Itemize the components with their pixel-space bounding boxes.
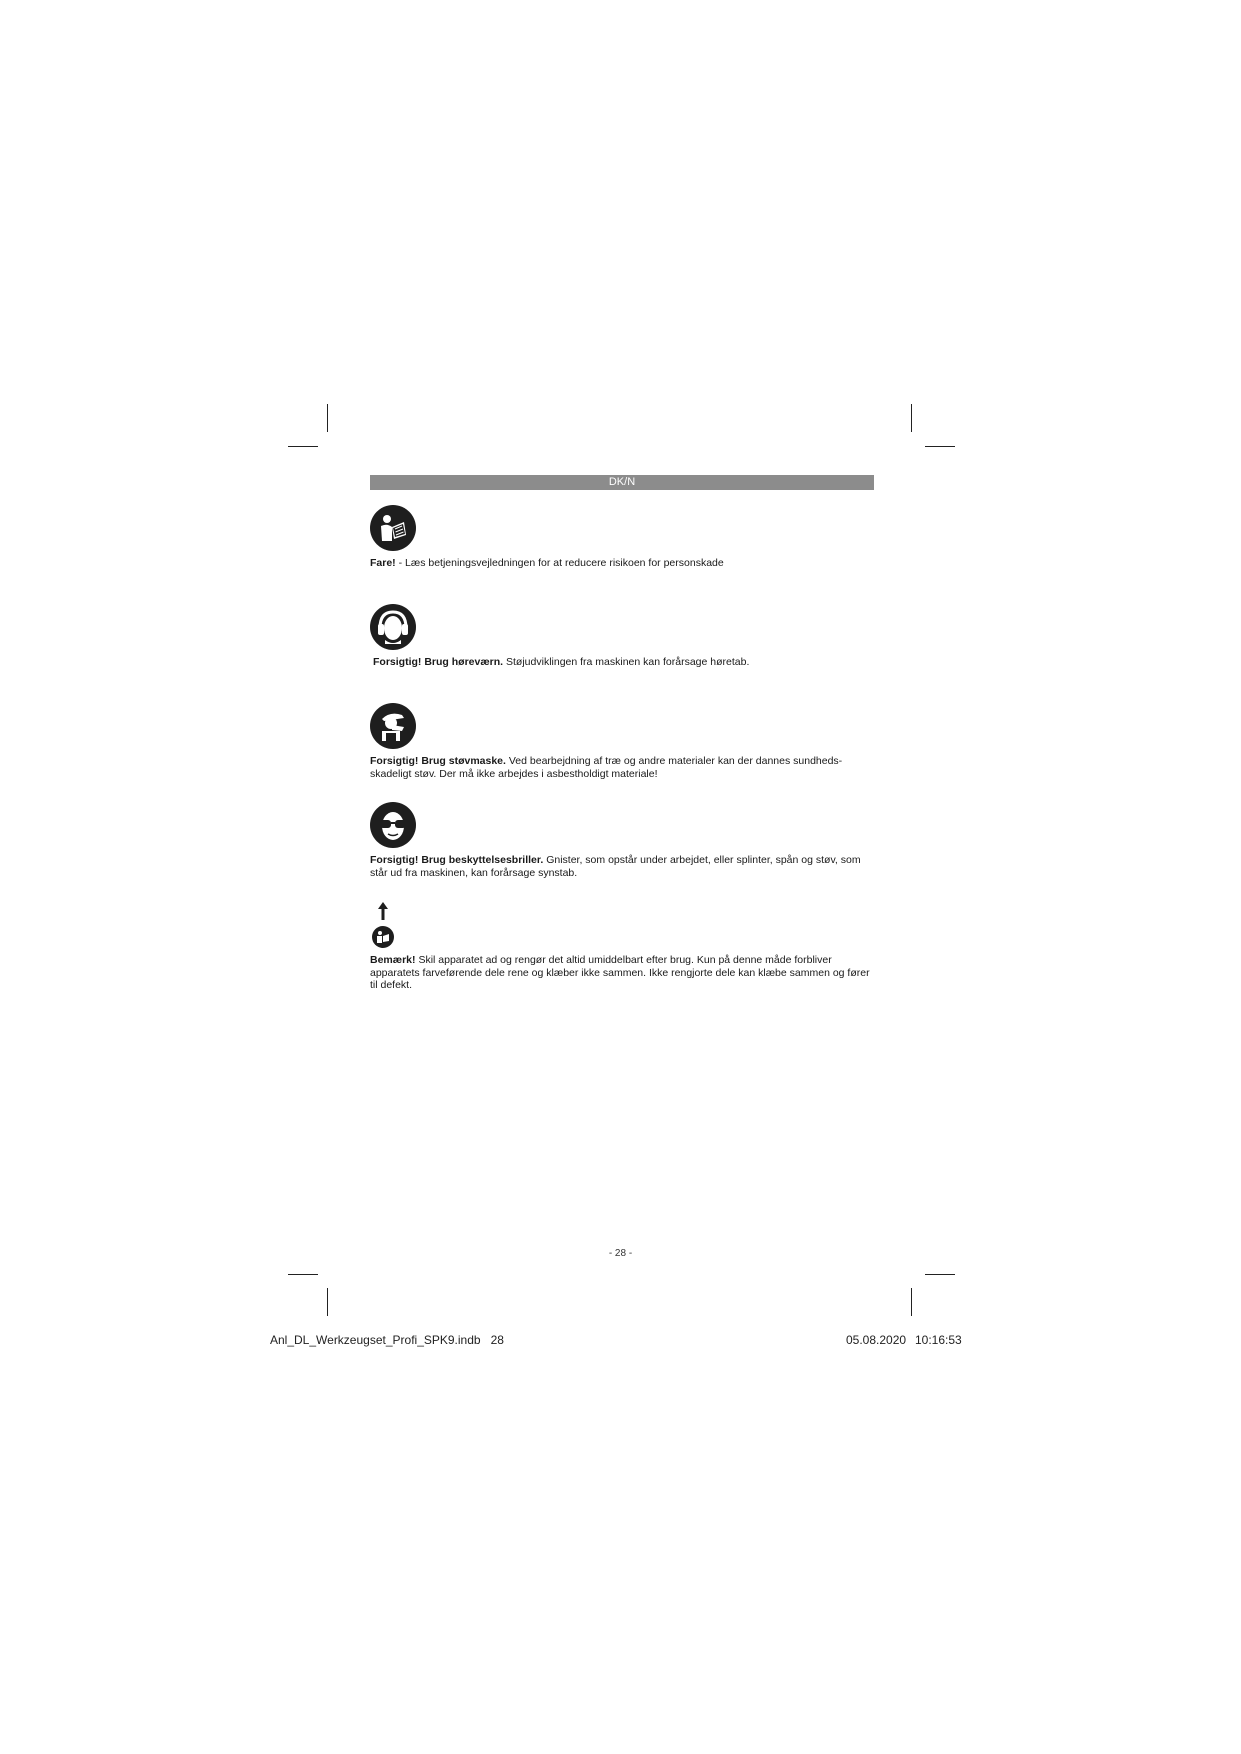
warning-ear-protection	[370, 604, 870, 669]
language-header-bar	[370, 475, 874, 490]
warning-lead: Forsigtig! Brug støvmaske.	[370, 755, 506, 767]
warning-lead: Forsigtig! Brug beskyttelsesbriller.	[370, 854, 544, 866]
clean-device-icon	[372, 926, 394, 948]
crop-mark	[327, 404, 328, 432]
note-body: Skil apparatet ad og rengør det altid umiddelbart efter brug. Kun på denne måde forbliver apparatets farveførende dele rene og klæber ikke sammen. Ikke rengjorte dele kan klæbe sammen og fører til defekt.	[370, 954, 870, 991]
footer-date: 05.08.2020	[846, 1333, 907, 1347]
footer-file-name: Anl_DL_Werkzeugset_Profi_SPK9.indb 28	[270, 1333, 504, 1347]
warning-text	[370, 854, 870, 879]
note-lead: Bemærk!	[370, 954, 416, 966]
warning-text	[370, 954, 870, 992]
safety-goggles-icon	[370, 802, 416, 848]
crop-mark	[925, 1274, 955, 1275]
warning-body: Støjudviklingen fra maskinen kan forårsage høretab.	[503, 656, 750, 668]
warning-body: - Læs betjeningsvejledningen for at reducere risikoen for personskade	[395, 557, 724, 569]
warning-lead: Fare!	[370, 557, 396, 569]
ear-protection-icon	[370, 604, 416, 650]
page-number: - 28 -	[608, 1248, 633, 1259]
warning-body: Gnister, som opstår under arbejdet, eller splinter, spån og støv, som står ud fra maskinen, kan forårsage synstab.	[370, 854, 861, 879]
warning-dust-mask	[370, 703, 870, 780]
warning-read-manual	[370, 505, 870, 570]
read-manual-icon	[370, 505, 416, 551]
crop-mark	[327, 1288, 328, 1316]
language-label: DK/N	[608, 476, 636, 488]
crop-mark	[911, 404, 912, 432]
note-clean-device	[370, 900, 870, 992]
footer-time: 10:16:53	[915, 1333, 962, 1347]
crop-mark	[288, 1274, 318, 1275]
dust-mask-icon	[370, 703, 416, 749]
warning-lead: Forsigtig! Brug høreværn.	[373, 656, 504, 668]
warning-text	[370, 755, 870, 780]
warning-text	[370, 557, 870, 570]
warning-body: Ved bearbejdning af træ og andre materialer kan der dannes sundheds-skadeligt støv. Der må ikke arbejdes i asbestholdigt materiale!	[370, 755, 843, 780]
warning-safety-goggles	[370, 802, 870, 879]
crop-mark	[911, 1288, 912, 1316]
arrow-up-icon	[372, 900, 394, 922]
crop-mark	[288, 446, 318, 447]
warning-text	[373, 656, 873, 669]
crop-mark	[925, 446, 955, 447]
